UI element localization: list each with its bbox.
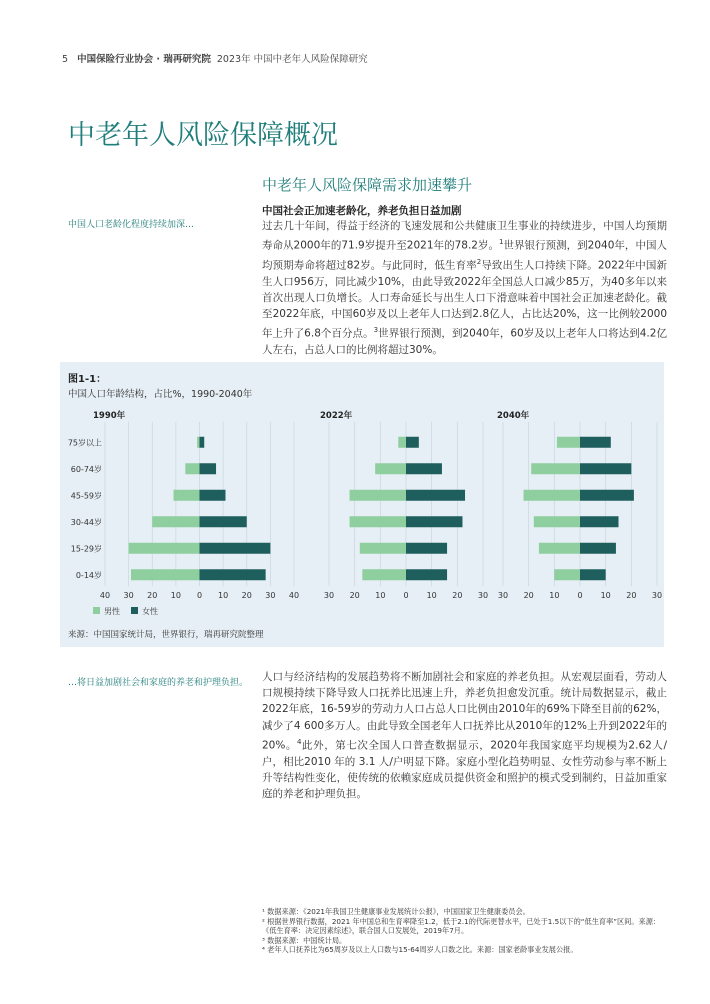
tick-label: 10 bbox=[375, 591, 386, 600]
bar-female bbox=[580, 490, 634, 501]
category-label: 45-59岁 bbox=[70, 491, 102, 501]
bar-female bbox=[580, 569, 606, 580]
para2-part-b: 此外，第七次全国人口普查数据显示，2020年我国家庭平均规模为2.62人/户，相比2010 年的 3.1 人/户明显下降。家庭小型化趋势明显、女性劳动参与率不断上升等结构性变化，使传统的依赖家庭成员提供资金和照护的模式受到制约，日益加重家庭的养老和护理负担。 bbox=[262, 739, 667, 800]
page-header bbox=[62, 51, 368, 65]
bar-male bbox=[129, 543, 200, 554]
bar-male bbox=[197, 437, 199, 448]
bar-male bbox=[350, 516, 406, 527]
footnote-2: ² 根据世界银行数据，2021 年中国总和生育率降至1.2，低于2.1的代际更替水平，已处于1.5以下的“低生育率”区间。来源：《低生育率：决定因素综述》，联合国人口发展处，2019年7月。 bbox=[262, 916, 661, 936]
footnote-4: ⁴ 老年人口抚养比为65周岁及以上人口数与15-64周岁人口数之比。来源：国家老龄事业发展公报。 bbox=[262, 945, 578, 955]
tick-label: 20 bbox=[452, 591, 463, 600]
bar-male bbox=[554, 569, 580, 580]
figure-label: 图1-1： bbox=[68, 374, 107, 385]
bar-female bbox=[580, 543, 616, 554]
tick-label: 0 bbox=[403, 591, 409, 600]
tick-label: 10 bbox=[218, 591, 229, 600]
bar-male bbox=[350, 490, 406, 501]
bar-male bbox=[531, 463, 580, 474]
section-subtitle: 中老年人风险保障需求加速攀升 bbox=[262, 176, 473, 194]
bar-female bbox=[406, 516, 462, 527]
para2-part-a: 人口与经济结构的发展趋势将不断加剧社会和家庭的养老负担。从宏观层面看，劳动人口规模持续下降导致人口抚养比迅速上升，养老负担愈发沉重。统计局数据显示，截止2022年底，16-59岁的劳动力人口占总人口比例由2010年的69%下降至目前的62%，减少了4 600多万人。由此导致全国老年人口抚养比从2010年的12%上升到2022年的20%。 bbox=[262, 671, 667, 752]
bar-male bbox=[524, 490, 580, 501]
bar-male bbox=[534, 516, 580, 527]
bar-female bbox=[580, 463, 631, 474]
tick-label: 40 bbox=[288, 591, 300, 600]
tick-label: 20 bbox=[626, 591, 637, 600]
tick-label: 10 bbox=[549, 591, 560, 600]
tick-label: 0 bbox=[196, 591, 203, 600]
bar-male bbox=[131, 569, 200, 580]
footnote-ref-2: 2 bbox=[476, 257, 482, 266]
tick-label: 30 bbox=[497, 591, 509, 600]
bar-female bbox=[200, 490, 226, 501]
tick-label: 30 bbox=[323, 591, 335, 600]
bar-female bbox=[406, 437, 419, 448]
tick-label: 0 bbox=[577, 591, 583, 600]
tick-label: 10 bbox=[426, 591, 437, 600]
bar-male bbox=[185, 463, 199, 474]
bar-male bbox=[398, 437, 406, 448]
panel-title: 2040年 bbox=[497, 411, 530, 421]
para1-part-c: 导致出生人口持续下降。2022年中国新生人口956万，同比减少10%，由此导致2022年全国总人口减少85万，为40多年以来首次出现人口负增长。人口寿命延长与出生人口下滑意味着中国社会正加速老龄化。截至2022年底，中国60岁及以上老年人口达到2.8亿人，占比达20%，这一比例较2000年上升了6.8个百分点。 bbox=[262, 259, 667, 340]
bar-female bbox=[200, 463, 217, 474]
bar-female bbox=[406, 543, 447, 554]
tick-label: 30 bbox=[477, 591, 489, 600]
footnote-ref-3: 3 bbox=[373, 326, 379, 335]
bar-female bbox=[580, 516, 619, 527]
bar-male bbox=[557, 437, 580, 448]
para1-part-b: 世界银行预测，到2040年，中国人均预期寿命将超过82岁。与此同时，低生育率 bbox=[262, 239, 667, 272]
footnotes bbox=[262, 907, 667, 955]
legend-label-female: 女性 bbox=[142, 607, 158, 616]
bar-male bbox=[152, 516, 199, 527]
tick-label: 10 bbox=[170, 591, 181, 600]
paragraph-aging bbox=[262, 218, 667, 358]
bar-female bbox=[200, 569, 266, 580]
category-label: 0-14岁 bbox=[75, 570, 102, 580]
para1-part-a: 过去几十年间，得益于经济的飞速发展和公共健康卫生事业的持续进步，中国人均预期寿命从2000年的71.9岁提升至2021年的78.2岁。 bbox=[262, 220, 667, 252]
bar-female bbox=[406, 490, 465, 501]
footnote-ref-4: 4 bbox=[297, 737, 302, 746]
paragraph-burden bbox=[262, 669, 667, 802]
tick-label: 30 bbox=[265, 591, 276, 600]
tick-label: 20 bbox=[523, 591, 534, 600]
header-org: 中国保险行业协会 · 瑞再研究院 bbox=[77, 54, 211, 65]
tick-label: 30 bbox=[123, 591, 134, 600]
tick-label: 10 bbox=[600, 591, 611, 600]
header-report: 2023年 中国中老年人风险保障研究 bbox=[216, 54, 368, 65]
bar-female bbox=[580, 437, 611, 448]
para1-part-d: 世界银行预测，到2040年，60岁及以上老年人口将达到4.2亿人左右，占总人口的比例将超过30%。 bbox=[262, 327, 667, 356]
footnote-1: ¹ 数据来源：《2021年我国卫生健康事业发展统计公报》，中国国家卫生健康委员会。 bbox=[262, 907, 530, 916]
category-label: 60-74岁 bbox=[70, 464, 102, 474]
sidenote-burden: …将日益加剧社会和家庭的养老和护理负担。 bbox=[68, 678, 249, 688]
bar-female bbox=[406, 569, 447, 580]
legend-label-male: 男性 bbox=[104, 607, 120, 616]
category-label: 15-29岁 bbox=[70, 544, 102, 554]
bar-female bbox=[200, 437, 205, 448]
bar-male bbox=[539, 543, 580, 554]
category-label: 30-44岁 bbox=[70, 517, 102, 527]
figure-caption: 中国人口年龄结构，占比%，1990-2040年 bbox=[68, 389, 253, 400]
bar-male bbox=[375, 463, 406, 474]
panel-title: 2022年 bbox=[320, 411, 353, 421]
tick-label: 30 bbox=[651, 591, 663, 600]
bar-male bbox=[362, 569, 406, 580]
footnote-ref-1: 1 bbox=[499, 238, 504, 247]
legend-swatch-male bbox=[93, 607, 100, 614]
bar-female bbox=[200, 543, 271, 554]
category-label: 75岁以上 bbox=[67, 438, 102, 448]
bar-female bbox=[406, 463, 442, 474]
bar-male bbox=[360, 543, 406, 554]
sidenote-aging: 中国人口老龄化程度持续加深… bbox=[68, 220, 195, 230]
figure-source: 来源：中国国家统计局，世界银行，瑞再研究院整理 bbox=[68, 630, 264, 640]
footnote-3: ³ 数据来源：中国统计局。 bbox=[262, 935, 347, 945]
tick-label: 20 bbox=[147, 591, 158, 600]
panel-title: 1990年 bbox=[93, 411, 126, 421]
population-pyramid-chart bbox=[60, 400, 664, 625]
bar-male bbox=[174, 490, 200, 501]
page-number: 5 bbox=[62, 54, 69, 65]
tick-label: 20 bbox=[349, 591, 360, 600]
page-title: 中老年人风险保障概况 bbox=[68, 120, 338, 151]
paragraph-heading: 中国社会正加速老龄化，养老负担日益加剧 bbox=[262, 205, 462, 217]
bar-female bbox=[200, 516, 247, 527]
tick-label: 20 bbox=[241, 591, 252, 600]
tick-label: 40 bbox=[99, 591, 111, 600]
legend-swatch-female bbox=[131, 607, 138, 614]
